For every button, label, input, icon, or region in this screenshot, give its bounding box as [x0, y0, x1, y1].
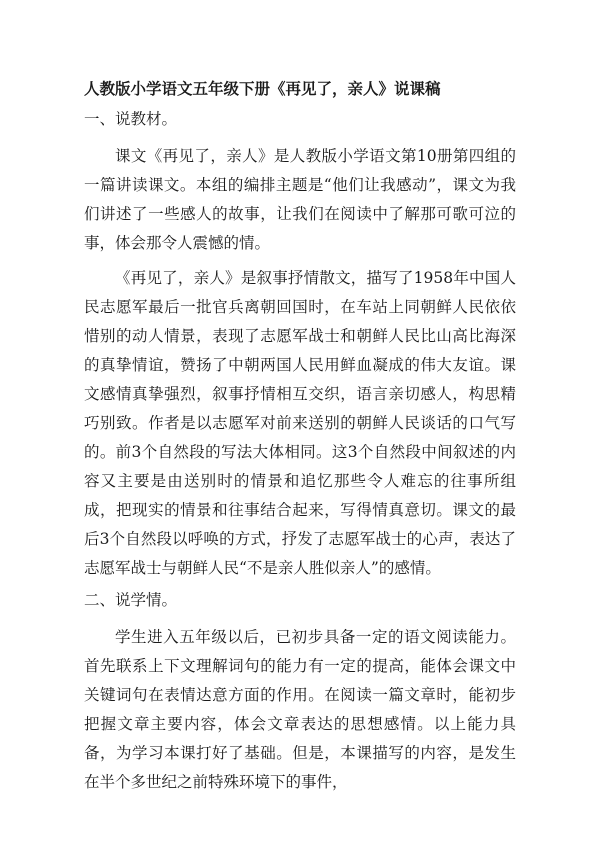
section-heading: 二、说学情。 — [84, 591, 178, 609]
section-heading: 一、说教材。 — [84, 110, 178, 128]
section-students — [84, 589, 516, 797]
paragraph: 课文《再见了，亲人》是人教版小学语文第10册第四组的一篇讲读课文。本组的编排主题是“他们让我感动”，课文为我们讲述了一些感人的故事，让我们在阅读中了解那可歌可泣的事，体会那令人震憾的情。 — [84, 147, 516, 252]
document-title: 人教版小学语文五年级下册《再见了，亲人》说课稿 — [84, 80, 441, 98]
document-page — [84, 78, 516, 803]
paragraph: 学生进入五年级以后，已初步具备一定的语文阅读能力。首先联系上下文理解词句的能力有一定的提高，能体会课文中关键词句在表情达意方面的作用。在阅读一篇文章时，能初步把握文章主要内容，体会文章表达的思想感情。以上能力具备，为学习本课打好了基础。但是，本课描写的内容，是发生在半个多世纪之前特殊环境下的事件， — [84, 628, 516, 791]
section-textbook — [84, 108, 516, 583]
paragraph: 《再见了，亲人》是叙事抒情散文，描写了1958年中国人民志愿军最后一批官兵离朝回国时，在车站上同朝鲜人民依依惜别的动人情景，表现了志愿军战士和朝鲜人民比山高比海深的真挚情谊，赞扬了中朝两国人民用鲜血凝成的伟大友谊。课文感情真挚强烈，叙事抒情相互交织，语言亲切感人，构思精巧别致。作者是以志愿军对前来送别的朝鲜人民谈话的口气写的。前3个自然段的写法大体相同。这3个自然段中间叙述的内容又主要是由送别时的情景和追忆那些令人难忘的往事所组成，把现实的情景和往事结合起来，写得情真意切。课文的最后3个自然段以呼唤的方式，抒发了志愿军战士的心声，表达了志愿军战士与朝鲜人民“不是亲人胜似亲人”的感情。 — [84, 269, 516, 577]
